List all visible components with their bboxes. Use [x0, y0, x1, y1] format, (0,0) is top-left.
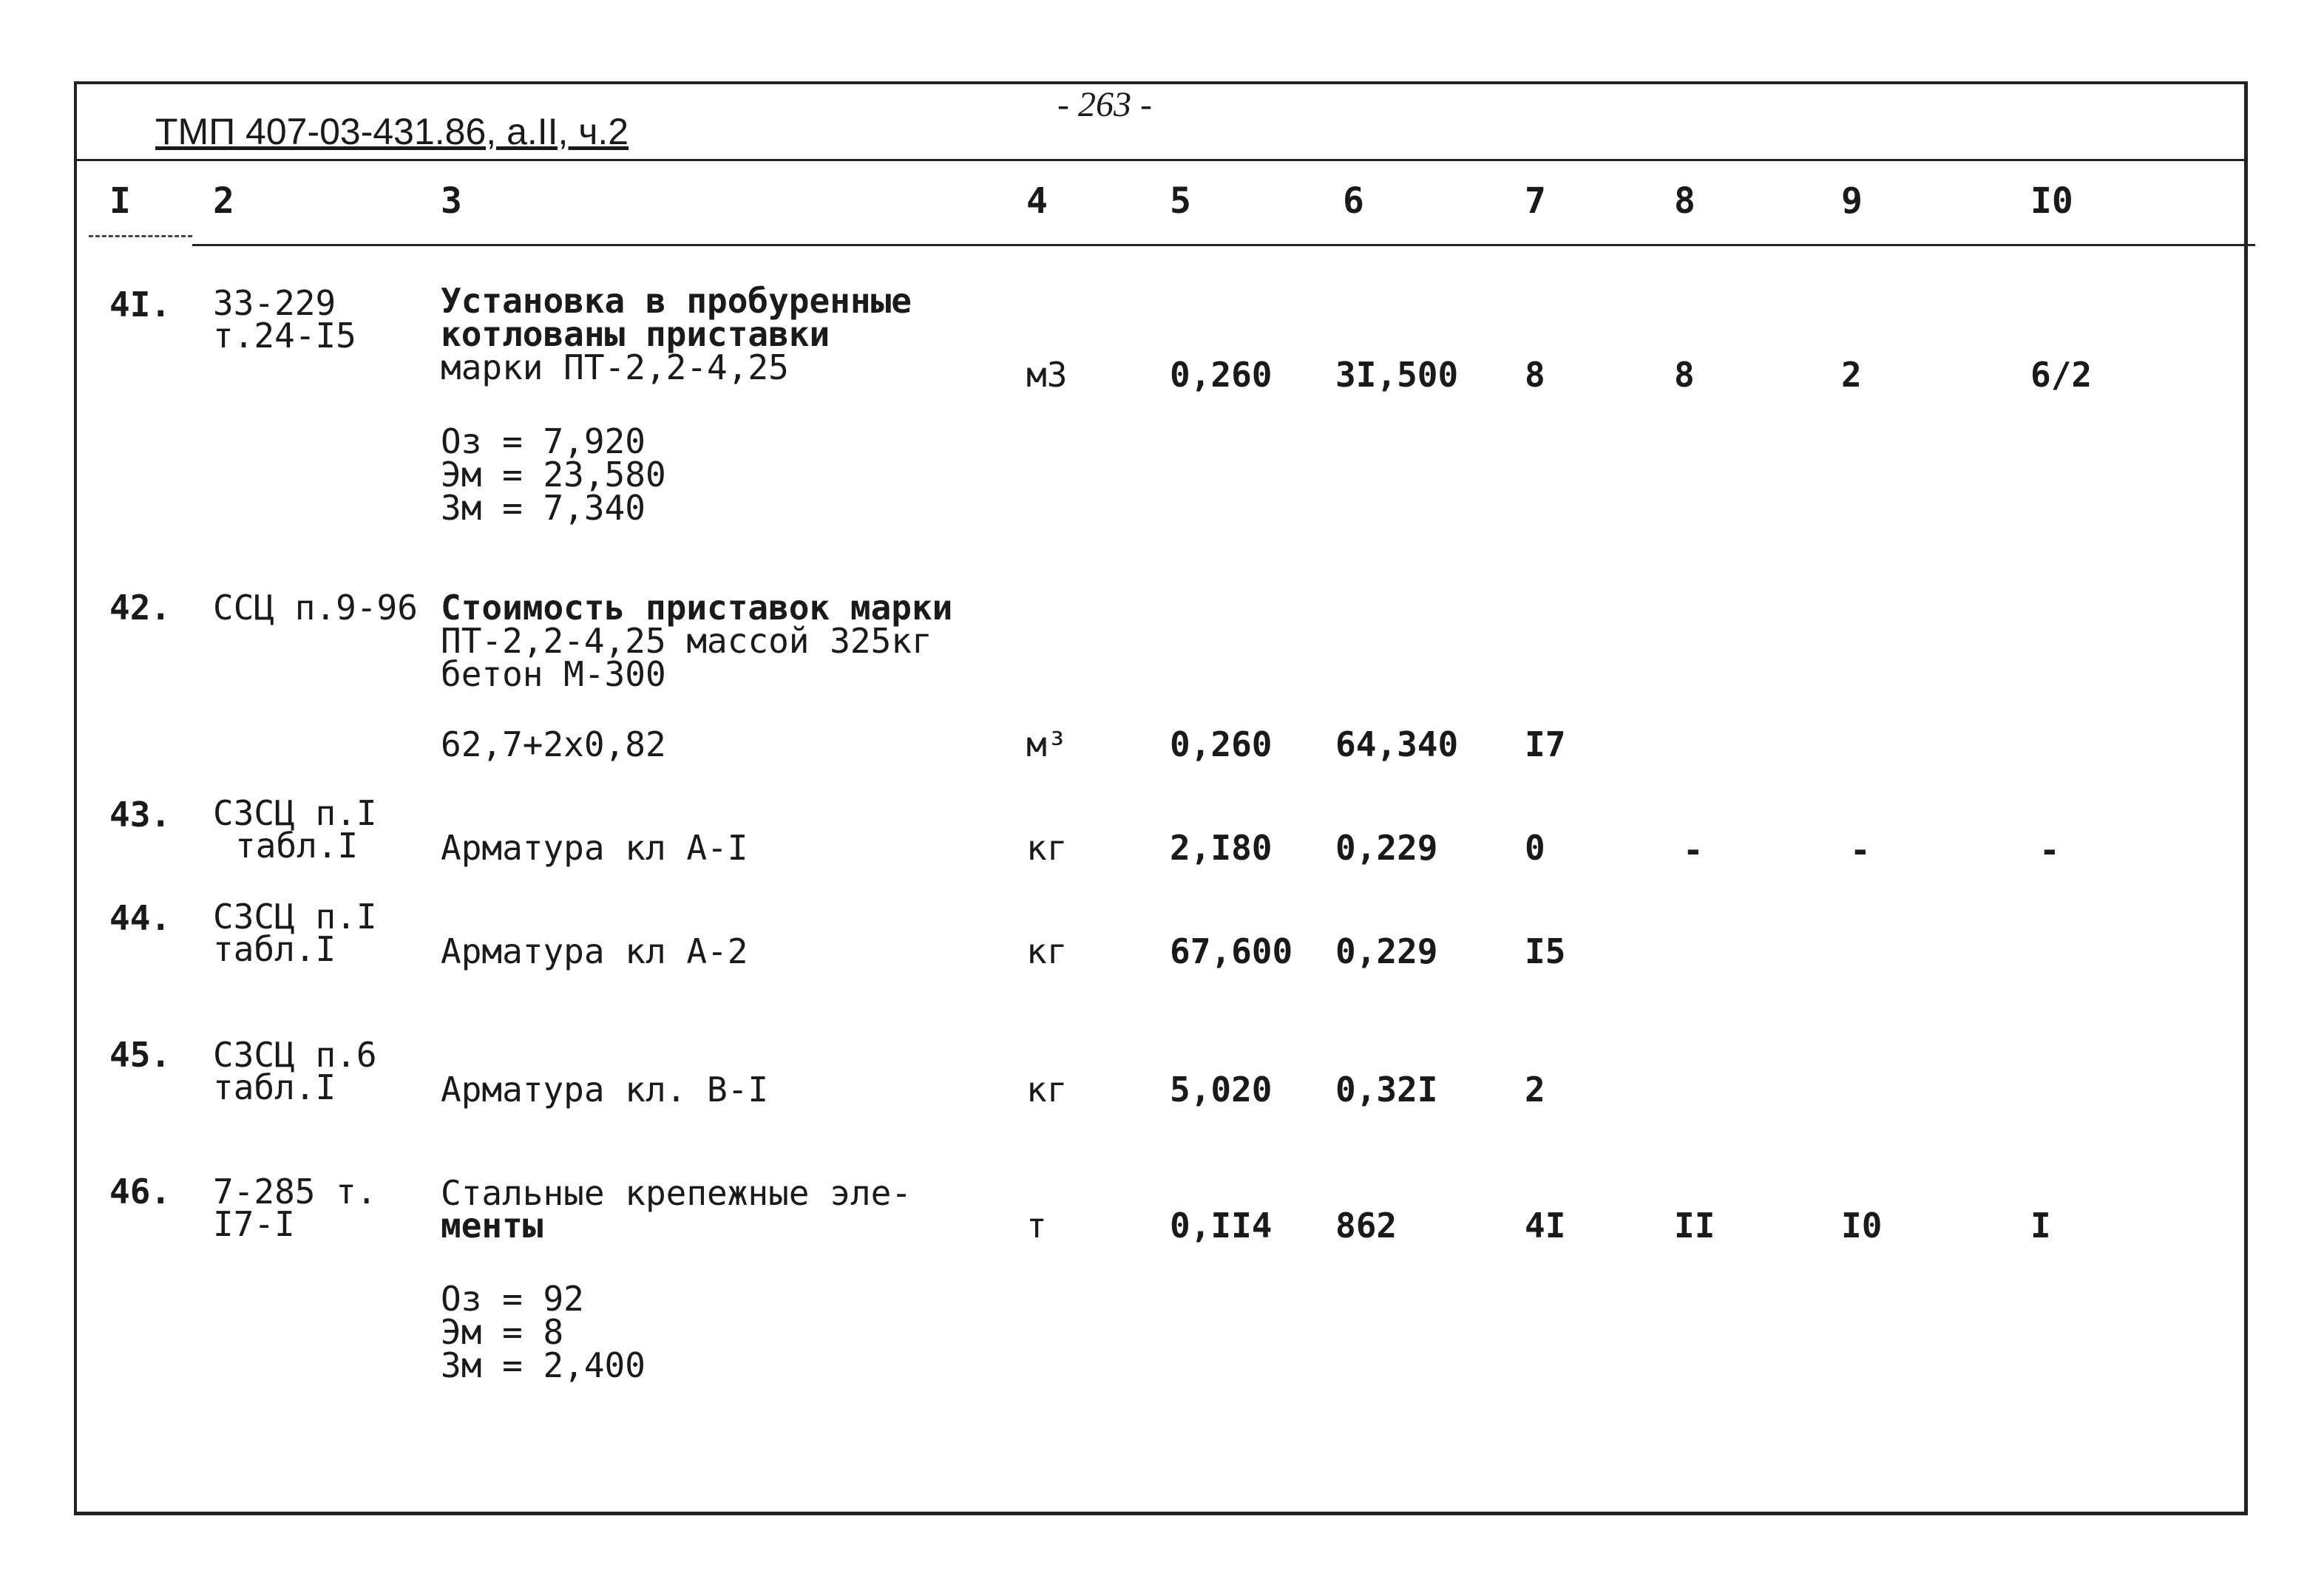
column-header: 3: [441, 180, 462, 222]
row-col7: I5: [1525, 931, 1566, 971]
row-description: Стальные крепежные эле-: [441, 1173, 912, 1213]
row-col10: -: [2039, 830, 2060, 870]
row-formula: 62,7+2х0,82: [441, 724, 666, 764]
row-quantity: 5,020: [1170, 1070, 1273, 1110]
row-description: Арматура кл А-2: [441, 931, 748, 971]
row-quantity: 67,600: [1170, 931, 1293, 971]
row-description: Установка в пробуренные: [441, 281, 912, 321]
column-header: 2: [213, 180, 234, 222]
row-number: 42.: [109, 588, 172, 628]
row-description: бетон М-300: [441, 654, 666, 694]
row-note: Эм = 8: [441, 1312, 564, 1352]
row-quantity: 0,260: [1170, 355, 1273, 395]
row-price: 3I,500: [1335, 355, 1459, 395]
row-description: котлованы приставки: [441, 314, 830, 354]
row-price: 0,229: [1335, 931, 1438, 971]
column-header: I0: [2030, 180, 2073, 222]
row-code: 33-229: [213, 283, 336, 323]
row-note: Зм = 2,400: [441, 1345, 646, 1385]
column-header: 4: [1026, 180, 1048, 222]
column-header-rule: [192, 244, 2255, 246]
row-note: Эм = 23,580: [441, 455, 666, 495]
row-col9: 2: [1841, 355, 1862, 395]
row-code: СЗСЦ п.I: [213, 793, 377, 833]
row-code: табл.I: [213, 929, 336, 969]
row-price: 862: [1335, 1206, 1398, 1246]
row-col9: -: [1850, 830, 1871, 870]
header-rule: [74, 159, 2248, 161]
row-description: марки ПТ-2,2-4,25: [441, 347, 789, 387]
page-frame: [74, 81, 2248, 1515]
row-quantity: 0,II4: [1170, 1206, 1273, 1246]
row-code: I7-I: [213, 1204, 295, 1244]
row-note: Оз = 92: [441, 1279, 584, 1319]
column-header: 6: [1343, 180, 1364, 222]
page-number: - 263 -: [1057, 85, 1152, 124]
row-col7: I7: [1525, 724, 1566, 764]
row-col10: 6/2: [2030, 355, 2093, 395]
row-col9: I0: [1841, 1206, 1883, 1246]
row-col7: 0: [1525, 828, 1545, 868]
column-header: I: [109, 180, 131, 222]
row-col7: 8: [1525, 355, 1545, 395]
row-unit: кг: [1026, 1070, 1068, 1110]
row-price: 64,340: [1335, 724, 1459, 764]
row-description: Арматура кл А-I: [441, 828, 748, 868]
row-description: Стоимость приставок марки: [441, 588, 953, 628]
row-col7: 2: [1525, 1070, 1545, 1110]
row-quantity: 2,I80: [1170, 828, 1273, 868]
row-col8: 8: [1674, 355, 1695, 395]
row-code: СЗСЦ п.6: [213, 1035, 377, 1075]
column-header: 9: [1841, 180, 1863, 222]
row-unit: т: [1026, 1206, 1047, 1246]
row-col10: I: [2030, 1206, 2051, 1246]
row-price: 0,229: [1335, 828, 1438, 868]
column-header: 8: [1674, 180, 1695, 222]
row-number: 45.: [109, 1035, 172, 1075]
document-code: ТМП 407-03-431.86, а.II, ч.2: [155, 111, 629, 152]
header-dash: [89, 235, 192, 237]
row-number: 44.: [109, 898, 172, 938]
row-code: т.24-I5: [213, 316, 356, 356]
column-header: 5: [1170, 180, 1191, 222]
row-description: ПТ-2,2-4,25 массой 325кг: [441, 621, 932, 661]
row-note: Зм = 7,340: [441, 488, 646, 528]
row-col8: -: [1683, 830, 1704, 870]
row-number: 4I.: [109, 285, 172, 325]
row-code: табл.I: [213, 1067, 336, 1107]
column-header: 7: [1525, 180, 1546, 222]
row-unit: м3: [1026, 355, 1068, 395]
row-number: 46.: [109, 1172, 172, 1212]
row-col8: II: [1674, 1206, 1715, 1246]
row-unit: кг: [1026, 828, 1068, 868]
row-description: менты: [441, 1206, 543, 1246]
row-price: 0,32I: [1335, 1070, 1438, 1110]
row-unit: кг: [1026, 931, 1068, 971]
row-unit: м³: [1026, 724, 1068, 764]
row-note: Оз = 7,920: [441, 421, 646, 461]
row-col7: 4I: [1525, 1206, 1566, 1246]
row-number: 43.: [109, 795, 172, 835]
row-code: СЗСЦ п.I: [213, 897, 377, 937]
row-description: Арматура кл. В-I: [441, 1070, 769, 1110]
row-code: табл.I: [235, 826, 359, 866]
row-code: ССЦ п.9-96: [213, 588, 418, 628]
row-code: 7-285 т.: [213, 1172, 377, 1212]
row-quantity: 0,260: [1170, 724, 1273, 764]
